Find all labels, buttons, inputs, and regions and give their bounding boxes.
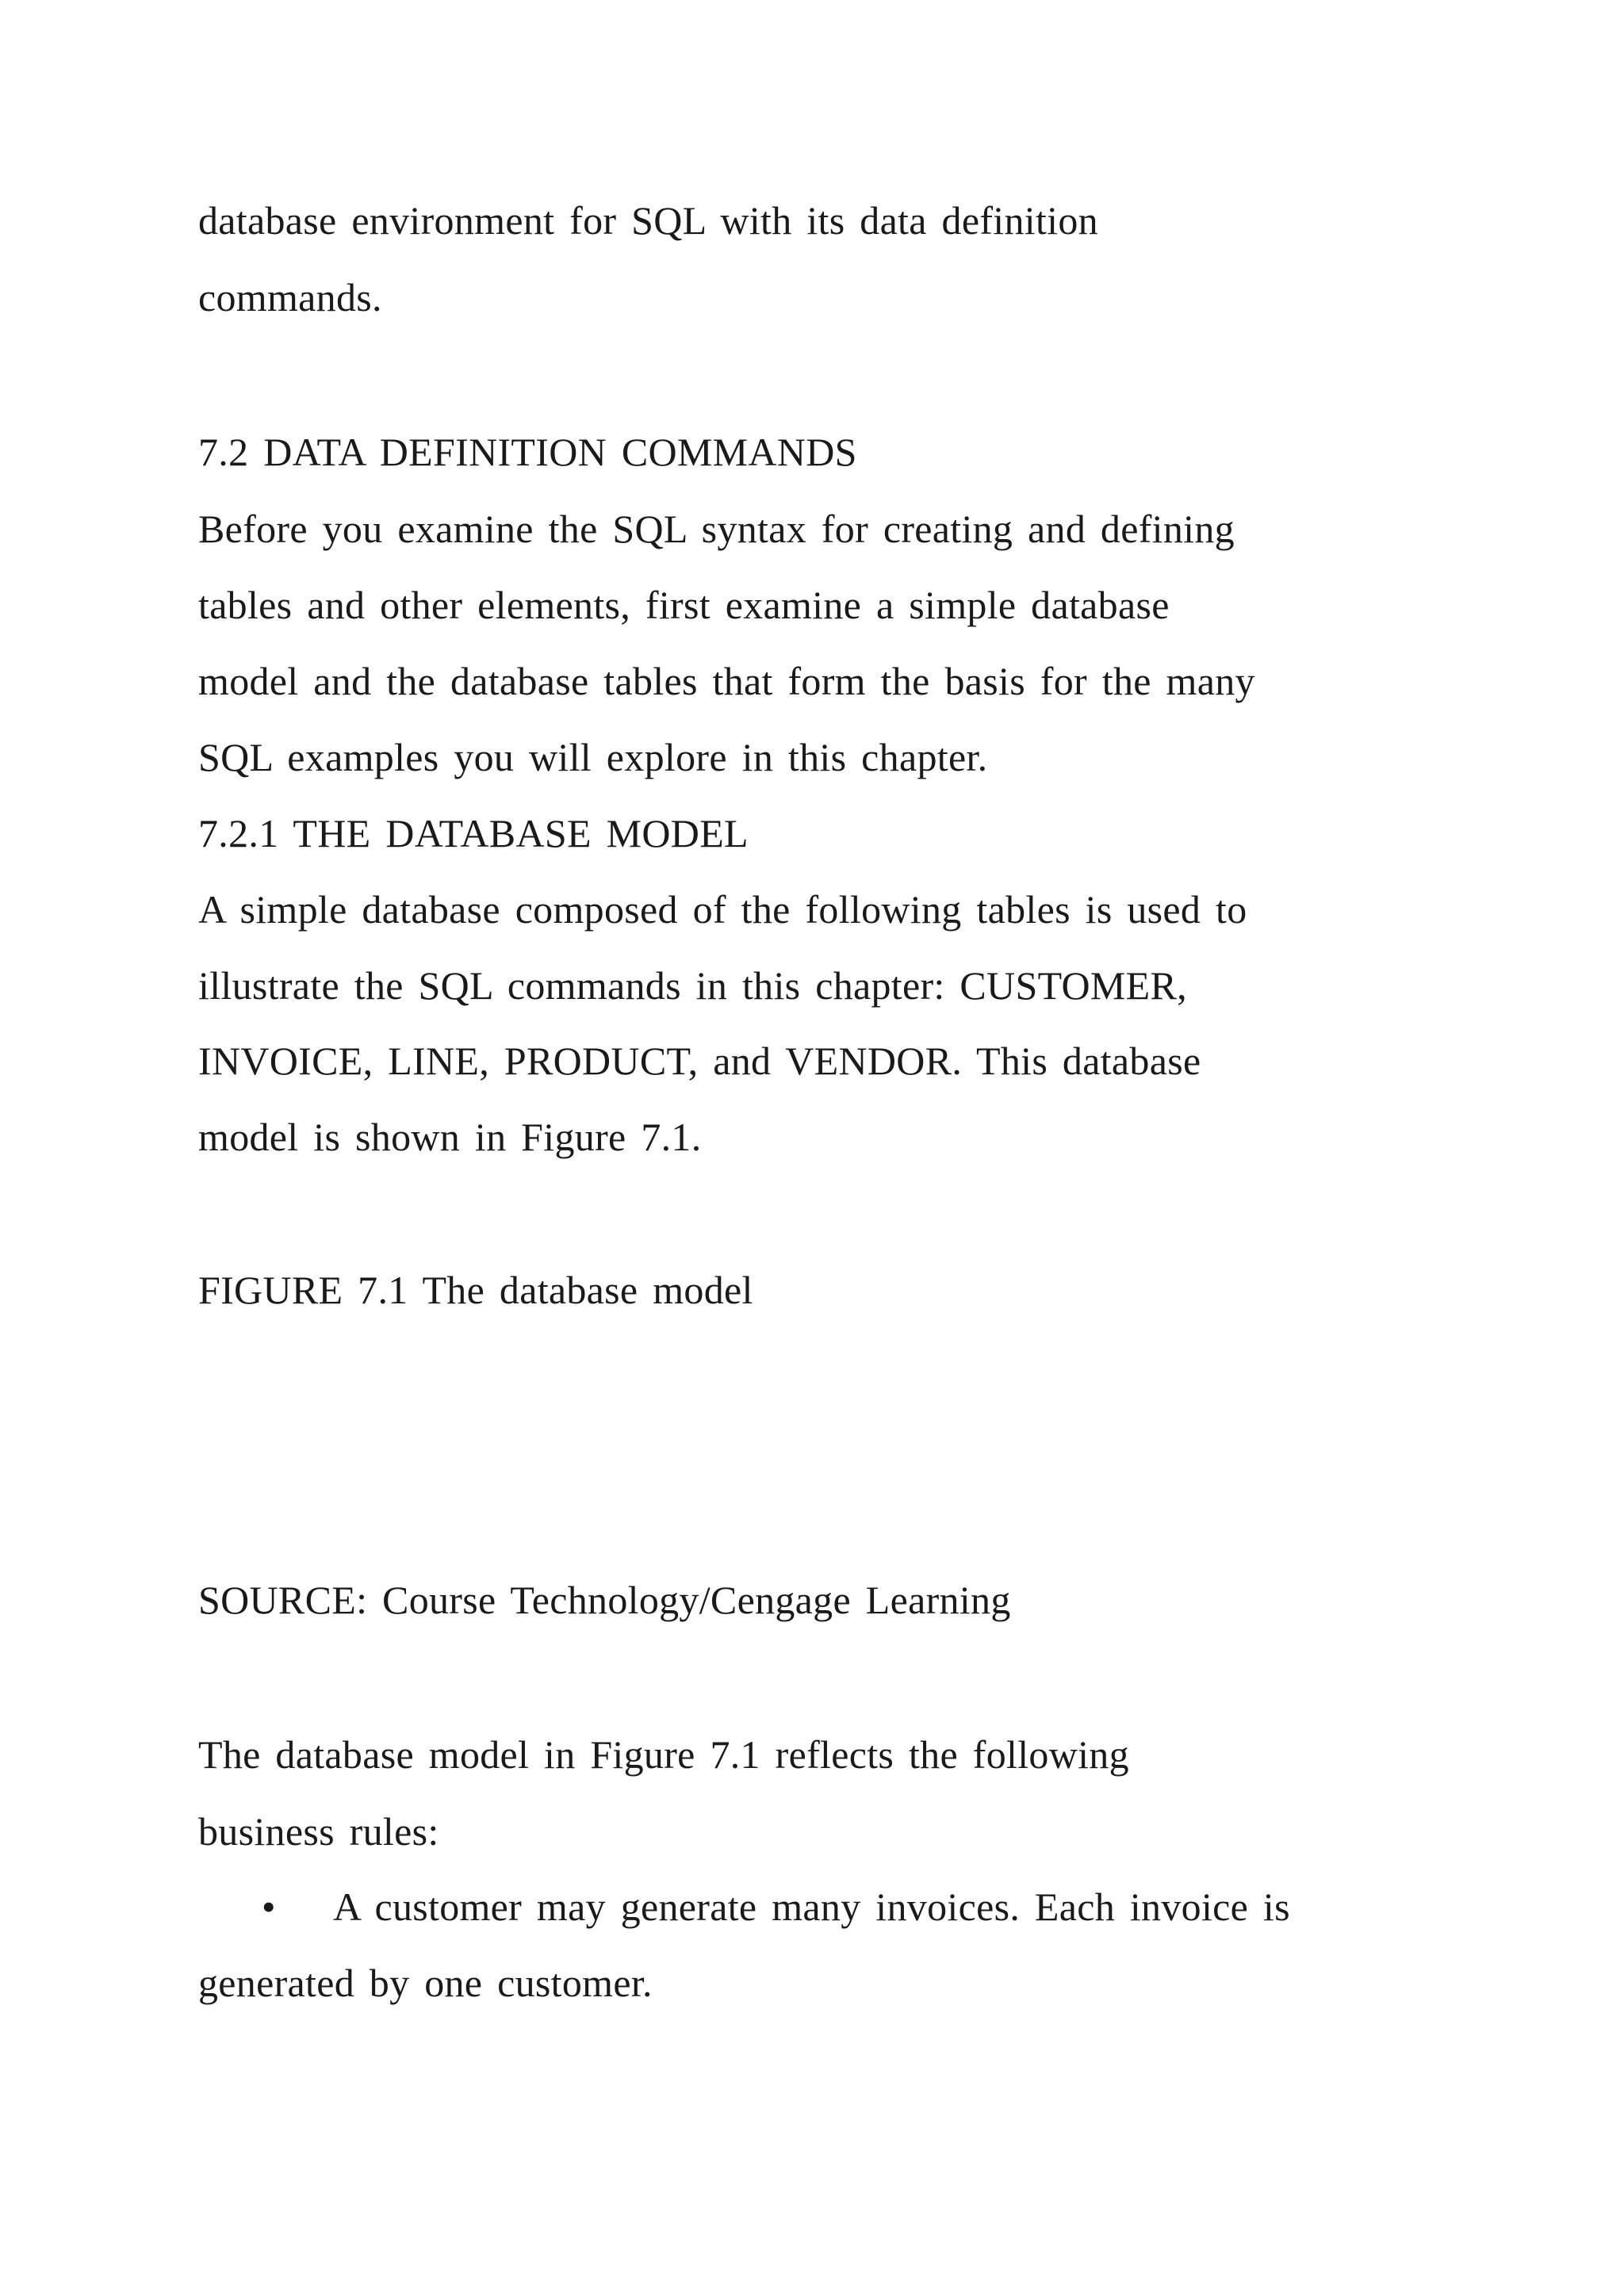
intro-text-line-1: database environment for SQL with its data definition — [198, 198, 1098, 243]
figure-source: SOURCE: Course Technology/Cengage Learning — [198, 1578, 1011, 1622]
figure-caption: FIGURE 7.1 The database model — [198, 1268, 753, 1312]
subsection-paragraph-line-4: model is shown in Figure 7.1. — [198, 1115, 702, 1159]
subsection-paragraph-line-2: illustrate the SQL commands in this chapter: CUSTOMER, — [198, 963, 1187, 1008]
section-paragraph-line-1: Before you examine the SQL syntax for creating and defining — [198, 507, 1235, 551]
section-heading: 7.2 DATA DEFINITION COMMANDS — [198, 430, 857, 474]
bullet-item-line-1: A customer may generate many invoices. Each invoice is — [333, 1885, 1290, 1929]
rules-intro-line-2: business rules: — [198, 1809, 439, 1854]
intro-text-line-2: commands. — [198, 275, 382, 320]
subsection-paragraph-line-1: A simple database composed of the following tables is used to — [198, 887, 1247, 932]
section-paragraph-line-2: tables and other elements, first examine a simple database — [198, 583, 1170, 627]
subsection-heading: 7.2.1 THE DATABASE MODEL — [198, 811, 749, 855]
subsection-paragraph-line-3: INVOICE, LINE, PRODUCT, and VENDOR. This database — [198, 1039, 1201, 1083]
rules-intro-line-1: The database model in Figure 7.1 reflects the following — [198, 1732, 1129, 1777]
section-paragraph-line-3: model and the database tables that form the basis for the many — [198, 659, 1255, 703]
bullet-point-icon: • — [262, 1885, 276, 1929]
section-paragraph-line-4: SQL examples you will explore in this chapter. — [198, 735, 988, 779]
bullet-item-line-2: generated by one customer. — [198, 1961, 653, 2005]
